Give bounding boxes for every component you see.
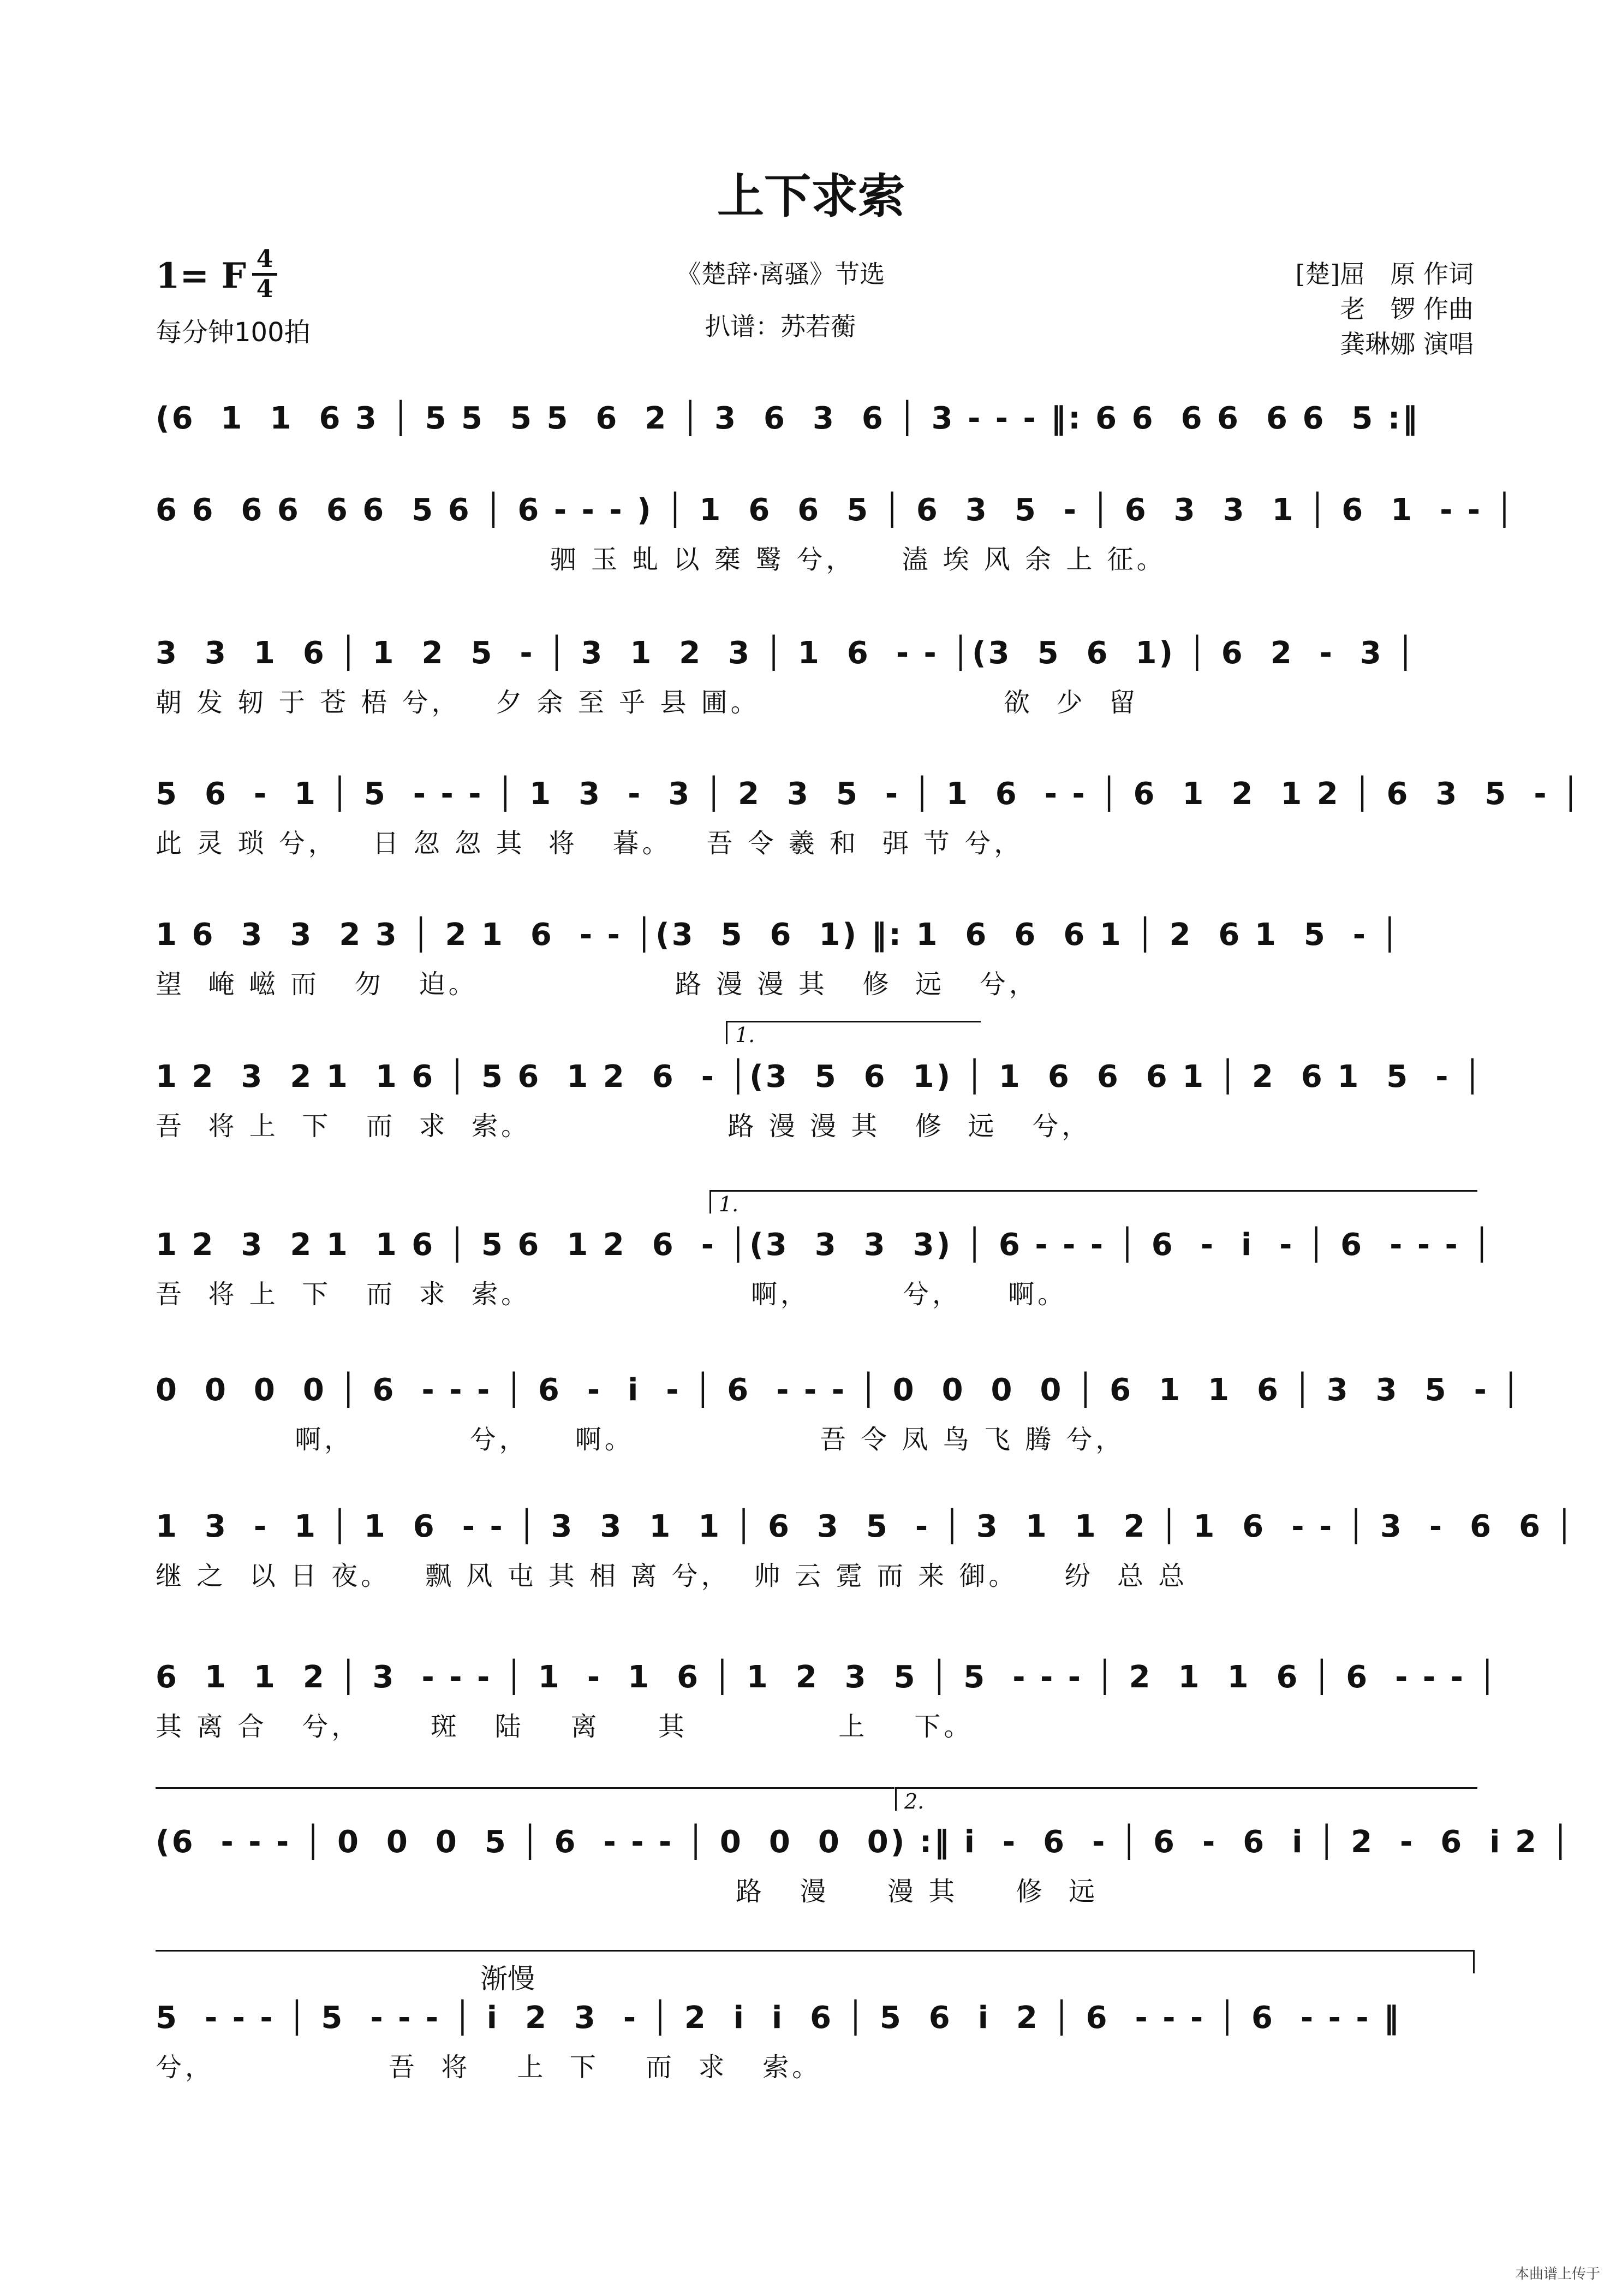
score-line-12 bbox=[0, 1994, 1622, 2081]
score-line-5 bbox=[0, 911, 1622, 998]
notes-line: 3 3 1 6 │ 1 2 5 - │ 3 1 2 3 │ 1 6 - - │(3 5 6 1) │ 6 2 - 3 │ bbox=[156, 635, 1417, 671]
transcriber-credit: 扒谱：苏若蘅 bbox=[705, 312, 856, 341]
notes-line: 1 3 - 1 │ 1 6 - - │ 3 3 1 1 │ 6 3 5 - │ 3 1 1 2 │ 1 6 - - │ 3 - 6 6 │ bbox=[156, 1509, 1576, 1544]
page-title: 上下求索 bbox=[717, 169, 905, 224]
notes-line: 6 6 6 6 6 6 5 6 │ 6 - - - ) │ 1 6 6 5 │ 6 3 5 - │ 6 3 3 1 │ 6 1 - - │ bbox=[156, 492, 1516, 528]
score-line-1 bbox=[0, 394, 1622, 481]
notes-line: (6 - - - │ 0 0 0 5 │ 6 - - - │ 0 0 0 0) :‖ i - 6 - │ 6 - 6 i │ 2 - 6 i 2 │ bbox=[156, 1824, 1572, 1860]
time-signature-bottom: 4 bbox=[256, 275, 273, 303]
lyrics-line: 路 漫 漫 其 修 远 bbox=[156, 1876, 1099, 1907]
lyrics-line: 望 崦 嵫 而 勿 迫。 路 漫 漫 其 修 远 兮， bbox=[156, 969, 1039, 1000]
volta-1-bracket-second: 1. bbox=[709, 1190, 1477, 1214]
lyrics-line: 朝 发 轫 于 苍 梧 兮， 夕 余 至 乎 县 圃。 欲 少 留 bbox=[156, 687, 1139, 718]
notes-line: 1 6 3 3 2 3 │ 2 1 6 - - │(3 5 6 1) ‖: 1 6 6 6 1 │ 2 6 1 5 - │ bbox=[156, 917, 1402, 953]
final-section-bracket bbox=[156, 1950, 1475, 1973]
notes-line: 1 2 3 2 1 1 6 │ 5 6 1 2 6 - │(3 3 3 3) │ 6 - - - │ 6 - i - │ 6 - - - │ bbox=[156, 1227, 1494, 1263]
notes-line: 0 0 0 0 │ 6 - - - │ 6 - i - │ 6 - - - │ 0 0 0 0 │ 6 1 1 6 │ 3 3 5 - │ bbox=[156, 1372, 1523, 1408]
time-signature-top: 4 bbox=[256, 245, 273, 273]
volta-2-bracket: 2. bbox=[895, 1787, 1477, 1811]
time-signature bbox=[252, 247, 277, 302]
ritardando-marking: 渐慢 bbox=[480, 1963, 535, 1995]
score-line-2 bbox=[0, 486, 1622, 573]
lyrics-line: 驷 玉 虬 以 椉 鹥 兮， 溘 埃 风 余 上 征。 bbox=[156, 544, 1166, 575]
lyrics-line: 啊， 兮， 啊。 吾 令 凤 鸟 飞 腾 兮， bbox=[156, 1424, 1125, 1455]
score-line-11 bbox=[0, 1818, 1622, 1905]
composer-credit: 老 锣 作曲 bbox=[1340, 294, 1474, 324]
score-line-10 bbox=[0, 1653, 1622, 1740]
lyrics-line: 吾 将 上 下 而 求 索。 路 漫 漫 其 修 远 兮， bbox=[156, 1111, 1092, 1141]
key-signature: 1= F bbox=[156, 255, 246, 296]
notes-line: 6 1 1 2 │ 3 - - - │ 1 - 1 6 │ 1 2 3 5 │ 5 - - - │ 2 1 1 6 │ 6 - - - │ bbox=[156, 1659, 1499, 1695]
lyrics-line: 继 之 以 日 夜。 飘 风 屯 其 相 离 兮， 帅 云 霓 而 来 御。 纷 总 总 bbox=[156, 1561, 1188, 1591]
lyrics-line: 其 离 合 兮， 斑 陆 离 其 上 下。 bbox=[156, 1711, 974, 1742]
lyrics-line: 此 灵 琐 兮， 日 忽 忽 其 将 暮。 吾 令 羲 和 弭 节 兮， bbox=[156, 828, 1024, 859]
score-line-9 bbox=[0, 1502, 1622, 1590]
score-line-4 bbox=[0, 770, 1622, 857]
lyricist-credit: [楚]屈 原 作词 bbox=[1295, 259, 1474, 289]
score-line-6 bbox=[0, 1052, 1622, 1140]
notes-line: (6 1 1 6 3 │ 5 5 5 5 6 2 │ 3 6 3 6 │ 3 - - - ‖: 6 6 6 6 6 6 5 :‖ bbox=[156, 401, 1420, 436]
notes-line: 5 6 - 1 │ 5 - - - │ 1 3 - 3 │ 2 3 5 - │ 1 6 - - │ 6 1 2 1 2 │ 6 3 5 - │ bbox=[156, 776, 1582, 812]
notes-line: 1 2 3 2 1 1 6 │ 5 6 1 2 6 - │(3 5 6 1) │ 1 6 6 6 1 │ 2 6 1 5 - │ bbox=[156, 1059, 1484, 1095]
lyrics-line: 吾 将 上 下 而 求 索。 啊， 兮， 啊。 bbox=[156, 1279, 1068, 1310]
watermark: 本曲谱上传于 bbox=[1514, 2266, 1600, 2282]
lyrics-line: 兮， 吾 将 上 下 而 求 索。 bbox=[156, 2052, 822, 2083]
singer-credit: 龚琳娜 演唱 bbox=[1340, 329, 1474, 359]
score-line-8 bbox=[0, 1366, 1622, 1453]
notes-line: 5 - - - │ 5 - - - │ i 2 3 - │ 2 i i 6 │ 5 6 i 2 │ 6 - - - │ 6 - - - ‖ bbox=[156, 2000, 1402, 2036]
subtitle: 《楚辞·离骚》节选 bbox=[676, 259, 885, 289]
score-line-7 bbox=[0, 1221, 1622, 1308]
score-line-3 bbox=[0, 629, 1622, 716]
volta-1-bracket: 1. bbox=[726, 1021, 981, 1044]
tempo-marking: 每分钟100拍 bbox=[156, 317, 311, 348]
lyrics-line bbox=[156, 449, 1476, 487]
repeat-section-bracket bbox=[156, 1787, 895, 1811]
